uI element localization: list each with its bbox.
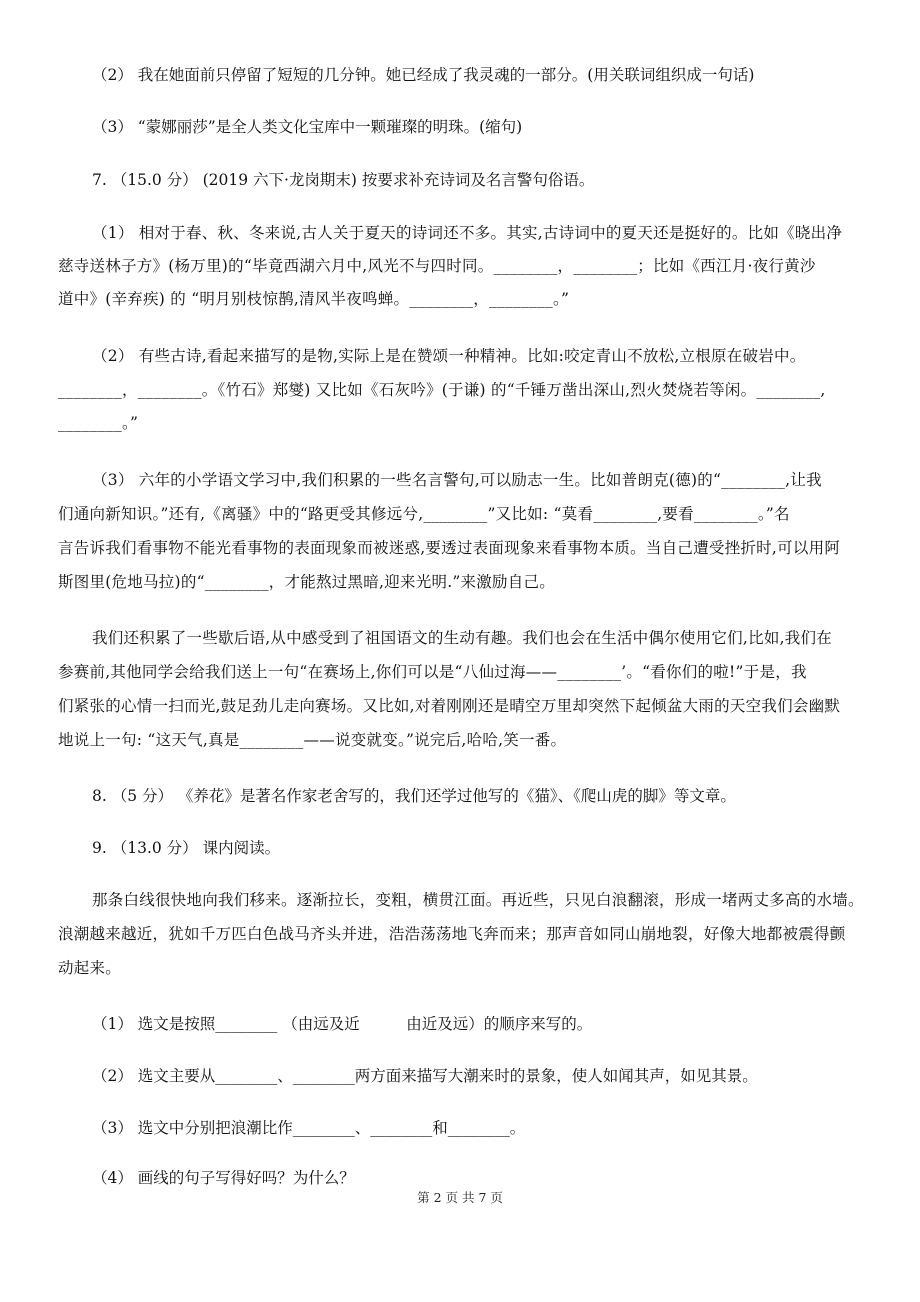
q7-p2-line2: ________，________。《竹石》郑燮) 又比如《石灰吟》(于谦) 的“千锤万凿出深山,烈火焚烧若等闲。________, — [58, 381, 826, 399]
q9-passage-line2: 浪潮越来越近，犹如千万匹白色战马齐头并进，浩浩荡荡地飞奔而来；那声音如同山崩地裂，好像大地都被震得颤 — [58, 925, 846, 943]
q9-sub2: （2） 选文主要从________、________两方面来描写大潮来时的景象，使人如闻其声，如见其景。 — [92, 1067, 758, 1085]
q7-header: 7. （15.0 分） (2019 六下·龙岗期末) 按要求补充诗词及名言警句俗语。 — [92, 171, 595, 189]
q8-text: 8. （5 分） 《养花》是著名作家老舍写的，我们还学过他写的《猫》、《爬山虎的脚》等文章。 — [92, 787, 736, 805]
q9-passage-line1: 那条白线很快地向我们移来。逐渐拉长，变粗，横贯江面。再近些，只见白浪翻滚，形成一堵两丈多高的水墙。 — [92, 891, 864, 909]
q7-p4-line2: 参赛前,其他同学会给我们送上一句“在赛场上,你们可以是“八仙过海——________’。“看你们的啦!”于是，我 — [58, 663, 807, 681]
q7-p3-line3: 言告诉我们看事物不能光看事物的表面现象而被迷惑,要透过表面现象来看事物本质。当自己遭受挫折时,可以用阿 — [58, 539, 841, 557]
q9-sub1: （1） 选文是按照________ （由远及近 由近及远）的顺序来写的。 — [92, 1015, 593, 1033]
q7-p4-line3: 们紧张的心情一扫而光,鼓足劲儿走向赛场。又比如,对着刚刚还是晴空万里却突然下起倾盆大雨的天空我们会幽默 — [58, 697, 841, 715]
page-footer: 第 2 页 共 7 页 — [417, 1190, 503, 1205]
q7-p2-line1: （2） 有些古诗,看起来描写的是物,实际上是在赞颂一种精神。比如:咬定青山不放松,立根原在破岩中。 — [92, 347, 806, 365]
q9-sub3: （3） 选文中分别把浪潮比作________、________和________。 — [92, 1119, 526, 1137]
q7-p4-line4: 地说上一句: “这天气,真是________——说变就变。”说完后,哈哈,笑一番。 — [58, 731, 567, 749]
q7-p2-line3: ________。” — [58, 414, 139, 432]
q7-p1-line2: 慈寺送林子方》(杨万里)的“毕竟西湖六月中,风光不与四时同。________，________；比如《西江月·夜行黄沙 — [58, 257, 816, 275]
q9-passage-line3: 动起来。 — [58, 959, 122, 977]
q7-p3-line2: 们通向新知识。”还有,《离骚》中的“路更受其修远兮,________”又比如: “莫看________,要看________。”名 — [58, 505, 790, 523]
q7-p1-line1: （1） 相对于春、秋、冬来说,古人关于夏天的诗词还不多。其实,古诗词中的夏天还是挺好的。比如《晓出净 — [92, 224, 843, 242]
q9-sub4: （4） 画线的句子写得好吗？为什么？ — [92, 1169, 355, 1187]
q7-p3-line1: （3） 六年的小学语文学习中,我们积累的一些名言警句,可以励志一生。比如普朗克(德)的“________,让我 — [92, 471, 822, 489]
q9-header: 9. （13.0 分） 课内阅读。 — [92, 839, 281, 857]
q7-p1-line3: 道中》(辛弃疾) 的 “明月别枝惊鹊,清风半夜鸣蝉。________，________。” — [58, 290, 570, 308]
q7-p4-line1: 我们还积累了一些歇后语,从中感受到了祖国语文的生动有趣。我们也会在生活中偶尔使用它们,比如,我们在 — [92, 629, 833, 647]
q6-item3: （3） “蒙娜丽莎”是全人类文化宝库中一颗璀璨的明珠。(缩句) — [92, 118, 523, 136]
q7-p3-line4: 斯图里(危地马拉)的“________，才能熬过黑暗,迎来光明.”来激励自己。 — [58, 573, 556, 591]
q6-item2: （2） 我在她面前只停留了短短的几分钟。她已经成了我灵魂的一部分。(用关联词组织成一句话) — [92, 66, 755, 84]
